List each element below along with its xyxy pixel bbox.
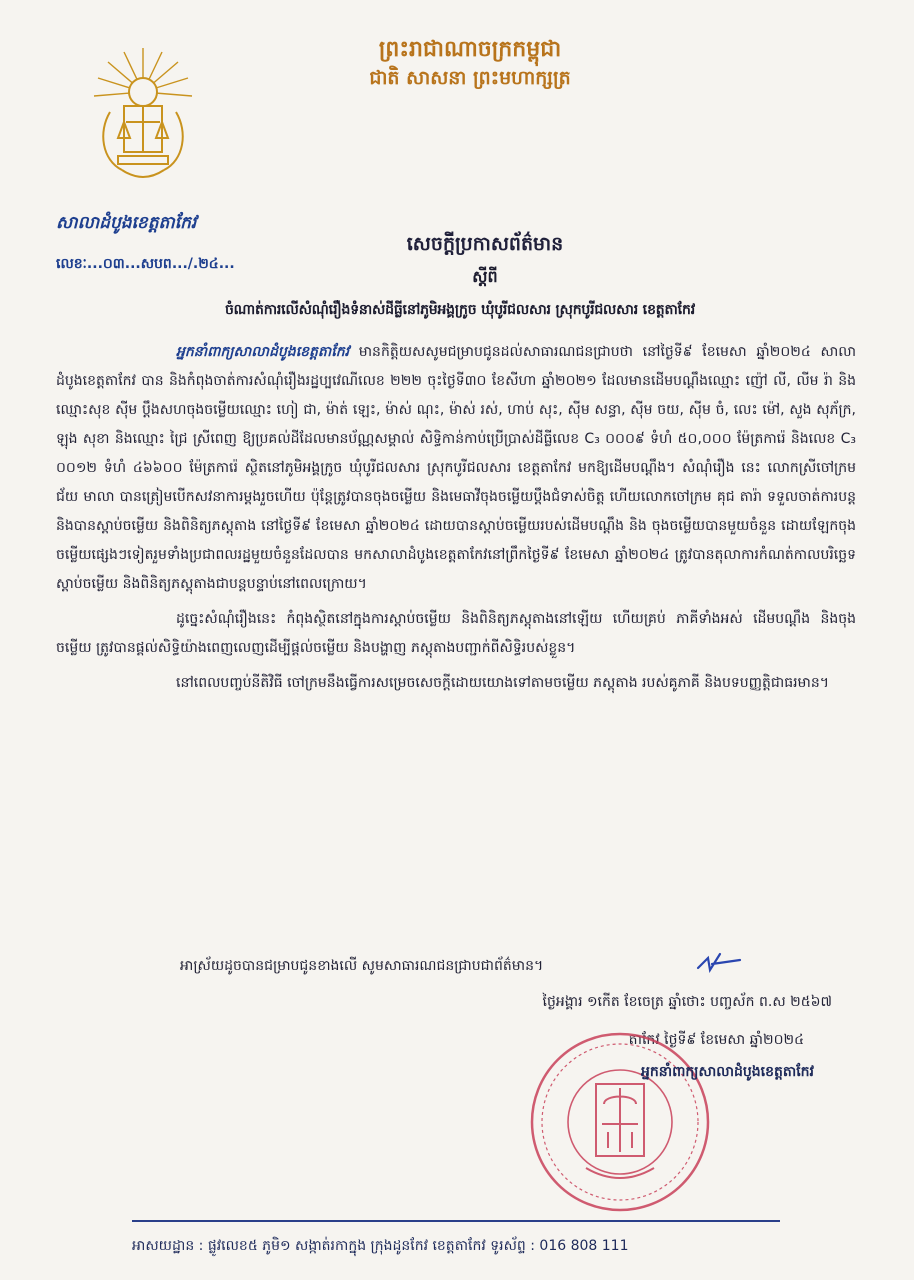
document-subtitle: ស្តីពី (472, 267, 498, 286)
footer-divider (132, 1220, 780, 1222)
signer-title: អ្នកនាំពាក្យសាលាដំបូងខេត្តតាកែវ (640, 1064, 814, 1080)
spokesperson-lead: អ្នកនាំពាក្យសាលាដំបូងខេត្តតាកែវ (176, 344, 350, 360)
kingdom-line-1: ព្រះរាជាណាចក្រកម្ពុជា (378, 36, 562, 62)
document-title: សេចក្តីប្រកាសព័ត៌មាន (406, 233, 564, 255)
kingdom-header (290, 34, 650, 92)
kingdom-line-2: ជាតិ សាសនា ព្រះមហាក្សត្រ (369, 67, 571, 89)
court-seal-stamp (526, 1028, 714, 1216)
paragraph-2: ដូច្នេះសំណុំរឿងនេះ កំពុងស្ថិតនៅក្នុងការស្តាប់ចម្លើយ និងពិនិត្យភស្តុតាងនៅឡើយ ហើយគ្រប់ ភាគីទាំងអស់ ដើមបណ្តឹង និងចុងចម្លើយ ត្រូវបានផ្តល់សិទ្ធិយ៉ាងពេញលេញដើម្បីផ្តល់ចម្លើយ និងបង្ហាញ ភស្តុតាងបញ្ជាក់ពីសិទ្ធិរបស់ខ្លួន។ (56, 611, 856, 656)
initial-signature-mark (694, 948, 744, 976)
lunar-date: ថ្ងៃអង្គារ ១កើត ខែចេត្រ ឆ្នាំថោះ បញ្ចស័ក ព.ស ២៥៦៧ (542, 994, 832, 1010)
paragraph-3: នៅពេលបញ្ចប់នីតិវិធី ចៅក្រមនឹងធ្វើការសម្រេចសេចក្តីដោយយោងទៅតាមចម្លើយ ភស្តុតាង របស់គូភាគី និងបទបញ្ញត្តិជាធរមាន។ (176, 675, 829, 691)
closing-statement: អាស្រ័យដូចបានជម្រាបជូនខាងលើ សូមសាធារណជនជ្រាបជាព័ត៌មាន។ (180, 958, 544, 974)
solar-date: តាកែវ ថ្ងៃទី៩ ខែមេសា ឆ្នាំ២០២៤ (628, 1032, 804, 1048)
court-emblem-logo (88, 42, 198, 192)
paragraph-1-text: មានកិត្តិយសសូមជម្រាបជូនដល់សាធារណជនជ្រាបថា នៅថ្ងៃទី៩ ខែមេសា ឆ្នាំ២០២៤ សាលាដំបូងខេត្តតាកែវ បាន និងកំពុងចាត់ការសំណុំរឿងរដ្ឋប្បវេណីលេខ ២២២ ចុះថ្ងៃទី៣០ ខែសីហា ឆ្នាំ២០២១ ដែលមានដើមបណ្តឹងឈ្មោះ ញ៉ៅ លី, លីម រ៉ា និងឈ្មោះសុខ ស៊ីម ប្តឹងសហចុងចម្លើយឈ្មោះ ហៀ ជា, ម៉ាត់ ឡេះ, ម៉ាស់ ណុះ, ម៉ាស់ រស់, ហាប់ សុះ, ស៊ីម សន្ធា, ស៊ីម ចយ, ស៊ីម ចំ, លេះ ម៉ៅ, សួង សុភ័ក្រ, ឡុង សុខា និងឈ្មោះ ជ្រៃ ស្រីពេញ ឱ្យប្រគល់ដីដែលមានប័ណ្ណសម្គាល់ សិទ្ធិកាន់កាប់ប្រើប្រាស់ដីធ្លីលេខ C₃ ០០០៩ ទំហំ ៥០,០០០ ម៉ែត្រការ៉េ និងលេខ C₃ ០០១២ ទំហំ ៤៦៦០០ ម៉ែត្រការ៉េ ស្ថិតនៅភូមិអង្គក្រូច ឃុំបូរីជលសារ ស្រុកបូរីជលសារ ខេត្តតាកែវ មកឱ្យដើមបណ្តឹង។ សំណុំរឿង នេះ លោកស្រីចៅក្រម ជ័យ មាលា បានត្រៀមបើកសវនាការម្តងរួចហើយ ប៉ុន្តែត្រូវបានចុងចម្លើយ និងមេធាវីចុងចម្លើយប្តឹងជំទាស់ចិត្ត ហើយលោកចៅក្រម គុជ តារ៉ា ទទួលចាត់ការបន្ត និងបានស្តាប់ចម្លើយ និងពិនិត្យភស្តុតាង នៅថ្ងៃទី៩ ខែមេសា ឆ្នាំ២០២៤ ដោយបានស្តាប់ចម្លើយរបស់ដើមបណ្តឹង និង ចុងចម្លើយបានមួយចំនួន ដោយឡែកចុងចម្លើយផ្សេងៗទៀតរួមទាំងប្រជាពលរដ្ឋមួយចំនួនដែលបាន មកសាលាដំបូងខេត្តតាកែវនៅព្រឹកថ្ងៃទី៩ ខែមេសា ឆ្នាំ២០២៤ ត្រូវបានតុលាការកំណត់កាលបរិច្ឆេទ ស្តាប់ចម្លើយ និងពិនិត្យភស្តុតាងជាបន្តបន្ទាប់នៅពេលក្រោយ។ (56, 344, 856, 592)
document-subject: ចំណាត់ការលើសំណុំរឿងទំនាស់ដីធ្លីនៅភូមិអង្គក្រូច ឃុំបូរីជលសារ ស្រុកបូរីជលសារ ខេត្តតាកែវ (225, 302, 695, 318)
reference-number: លេខៈ...០៣...សបព.../.២៤... (56, 256, 235, 272)
paragraph-1 (56, 338, 856, 599)
document-body (56, 338, 856, 704)
footer-address: អាសយដ្ឋាន : ផ្លូវលេខ៥ ភូមិ១ សង្កាត់រកាក្នុង ក្រុងដូនកែវ ខេត្តតាកែវ ទូរស័ព្ទ : 016 808 111 (132, 1238, 629, 1254)
court-name: សាលាដំបូងខេត្តតាកែវ (56, 213, 197, 233)
